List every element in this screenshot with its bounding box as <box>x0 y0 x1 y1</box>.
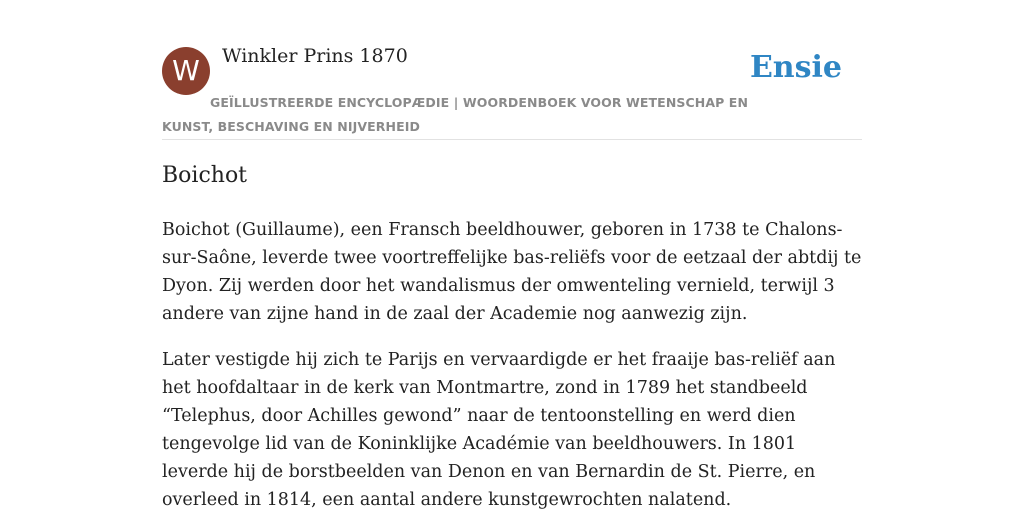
entry-title: Boichot <box>162 163 248 188</box>
header-divider <box>162 139 862 140</box>
brand-logo[interactable]: Ensie <box>749 50 842 85</box>
source-subtitle: GEÏLLUSTREERDE ENCYCLOPÆDIE | WOORDENBOEK VOOR WETENSCHAP EN KUNST, BESCHAVING EN NIJVERHEID <box>162 95 749 134</box>
entry-paragraph: Later vestigde hij zich te Parijs en vervaardigde er het fraaije bas-reliëf aan het hoofdaltaar in de kerk van Montmartre, zond in 1789 het standbeeld “Telephus, door Achilles gewond” naar de tentoonstelling en werd dien tengevolge lid van de Koninklijke Académie van beeldhouwers. In 1801 leverde hij de borstbeelden van Denon en van Bernardin de St. Pierre, en overleed in 1814, een aantal andere kunstgewrochten nalatend. <box>162 350 836 510</box>
entry-paragraph: Boichot (Guillaume), een Fransch beeldhouwer, geboren in 1738 te Chalons-sur-Saône, leverde twee voortreffelijke bas-reliëfs voor de eetzaal der abtdij te Dyon. Zij werden door het wandalismus der omwenteling vernield, terwijl 3 andere van zijne hand in de zaal der Academie nog aanwezig zijn. <box>162 220 862 324</box>
source-avatar[interactable]: W <box>162 47 210 95</box>
source-title-link[interactable]: Winkler Prins 1870 <box>222 45 408 67</box>
entry-body <box>162 216 862 512</box>
